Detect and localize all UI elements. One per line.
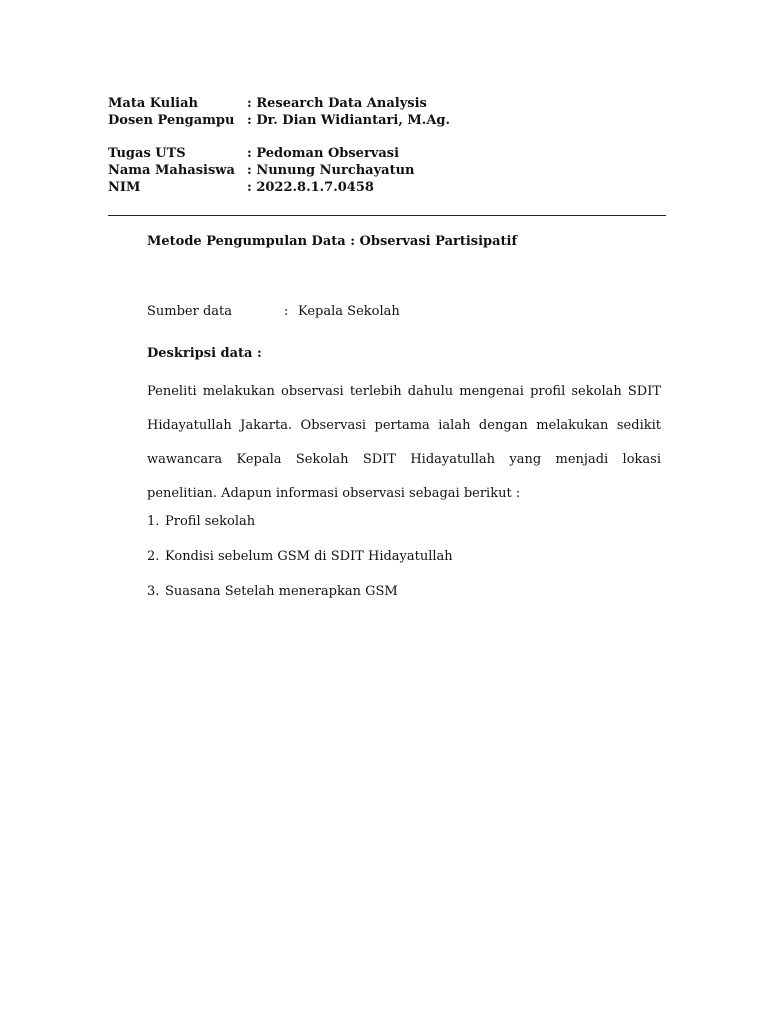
description-paragraph: Peneliti melakukan observasi terlebih dahulu mengenai profil sekolah SDIT Hidayatullah Jakarta. Observasi pertama ialah dengan melakukan sedikit wawancara Kepala Sekolah SDIT Hidayatullah yang menjadi lokasi penelitian. Adapun informasi observasi sebagai berikut : (147, 384, 661, 501)
header-divider (108, 215, 666, 216)
list-item (147, 584, 398, 599)
header-row-assignment (108, 145, 399, 162)
header-value: : 2022.8.1.7.0458 (247, 180, 374, 195)
list-text: Kondisi sebelum GSM di SDIT Hidayatullah (165, 549, 453, 564)
header-row-course (108, 95, 427, 112)
source-separator: : (284, 304, 289, 319)
list-number: 1. (147, 514, 160, 529)
header-row-student-name (108, 162, 415, 179)
source-value: Kepala Sekolah (298, 304, 400, 319)
list-item (147, 514, 255, 529)
list-number: 2. (147, 549, 160, 564)
list-item (147, 549, 453, 564)
list-text: Profil sekolah (165, 514, 256, 529)
header-row-student-id (108, 179, 374, 196)
header-value: : Pedoman Observasi (247, 146, 400, 161)
header-row-lecturer (108, 112, 450, 129)
method-heading: Metode Pengumpulan Data : Observasi Partisipatif (147, 234, 518, 249)
list-text: Suasana Setelah menerapkan GSM (165, 584, 398, 599)
header-label: Nama Mahasiswa (108, 163, 235, 178)
header-value: : Research Data Analysis (247, 96, 427, 111)
header-label: Mata Kuliah (108, 96, 198, 111)
description-heading: Deskripsi data : (147, 346, 262, 361)
header-value: : Nunung Nurchayatun (247, 163, 415, 178)
header-label: Tugas UTS (108, 146, 186, 161)
source-label: Sumber data (147, 304, 233, 319)
header-label: NIM (108, 180, 141, 195)
header-value: : Dr. Dian Widiantari, M.Ag. (247, 113, 451, 128)
header-label: Dosen Pengampu (108, 113, 235, 128)
list-number: 3. (147, 584, 160, 599)
data-source-line (147, 304, 400, 319)
